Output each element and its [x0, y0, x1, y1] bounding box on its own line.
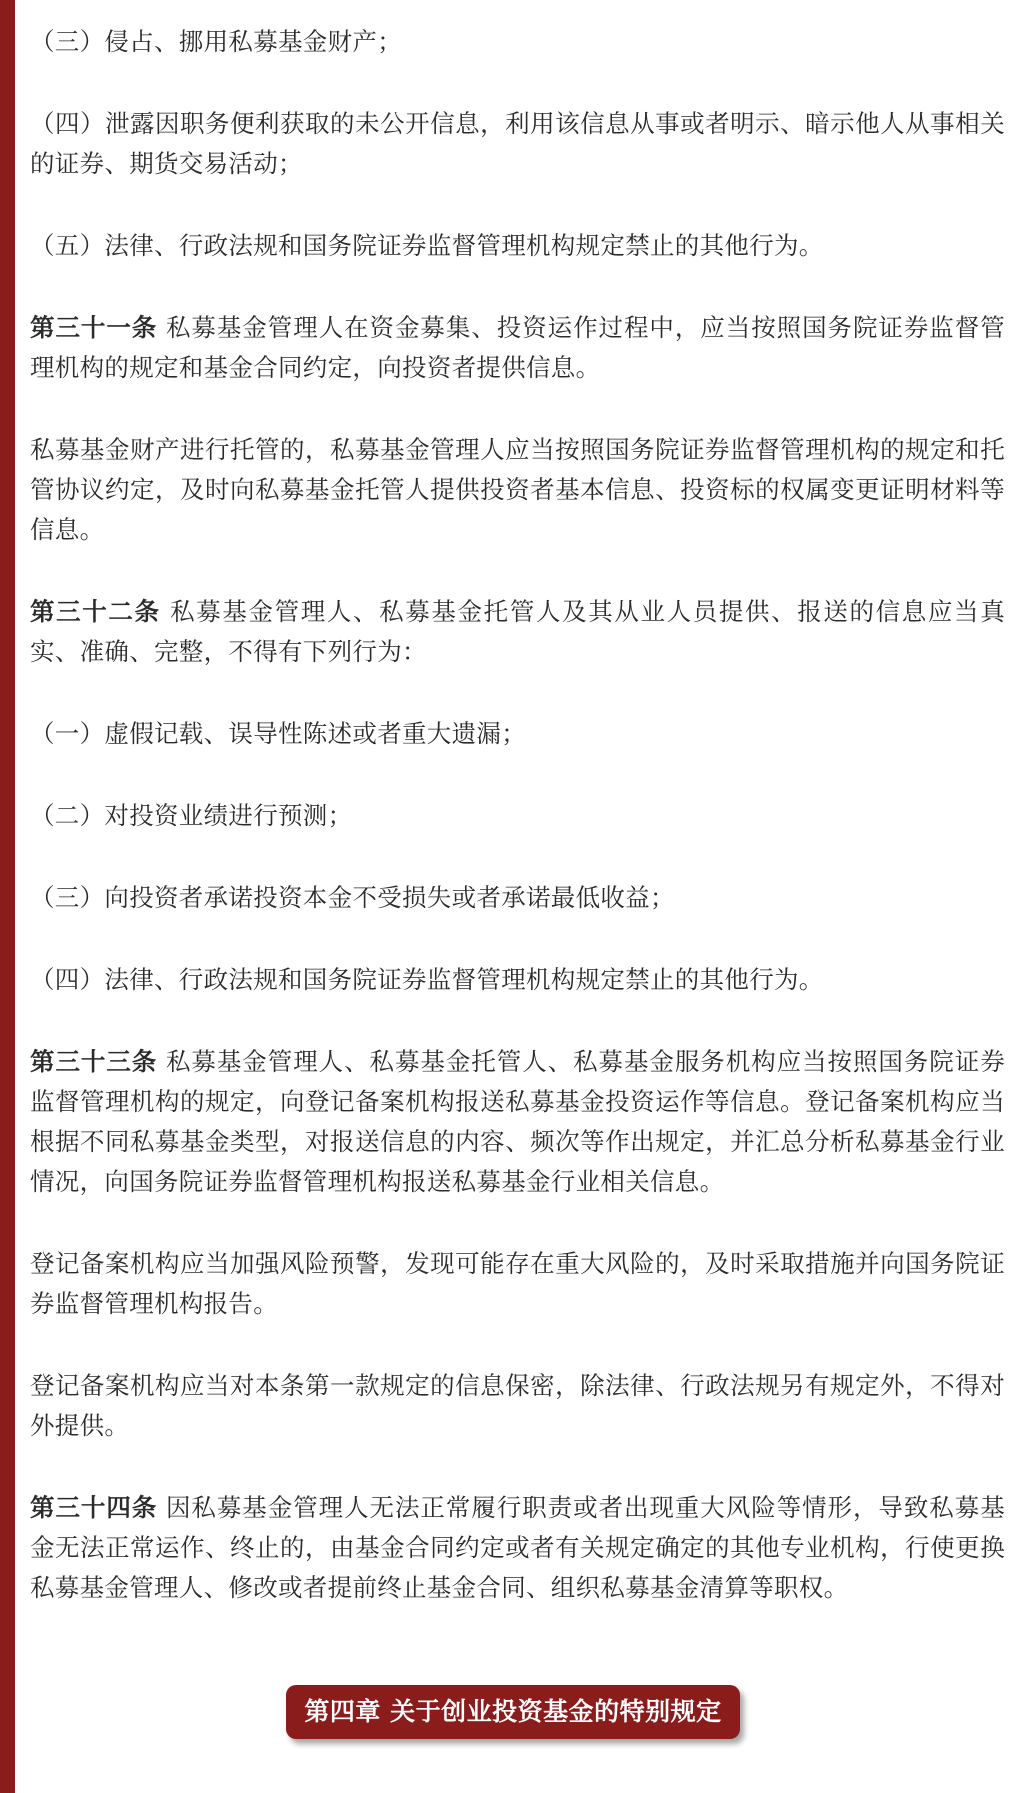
clause-paragraph [30, 796, 1005, 836]
article-paragraph [30, 1488, 1005, 1608]
article-number: 第三十二条 [30, 597, 161, 626]
clause-paragraph [30, 226, 1005, 266]
clause-paragraph [30, 960, 1005, 1000]
body-paragraph [30, 1366, 1005, 1446]
paragraph-text: （四）法律、行政法规和国务院证券监督管理机构规定禁止的其他行为。 [30, 965, 824, 994]
article-number: 第三十一条 [30, 313, 158, 342]
paragraph-text: 私募基金管理人、私募基金托管人、私募基金服务机构应当按照国务院证券监督管理机构的规定，向登记备案机构报送私募基金投资运作等信息。登记备案机构应当根据不同私募基金类型，对报送信息的内容、频次等作出规定，并汇总分析私募基金行业情况，向国务院证券监督管理机构报送私募基金行业相关信息。 [30, 1047, 1005, 1196]
clause-paragraph [30, 714, 1005, 754]
body-paragraph [30, 1244, 1005, 1324]
clause-paragraph [30, 878, 1005, 918]
paragraph-text: 登记备案机构应当加强风险预警，发现可能存在重大风险的，及时采取措施并向国务院证券监督管理机构报告。 [30, 1249, 1005, 1318]
article-number: 第三十四条 [30, 1493, 158, 1522]
paragraph-text: 登记备案机构应当对本条第一款规定的信息保密，除法律、行政法规另有规定外，不得对外提供。 [30, 1371, 1005, 1440]
paragraph-text: 私募基金财产进行托管的，私募基金管理人应当按照国务院证券监督管理机构的规定和托管协议约定，及时向私募基金托管人提供投资者基本信息、投资标的权属变更证明材料等信息。 [30, 435, 1005, 544]
article-paragraph [30, 308, 1005, 388]
body-paragraph [30, 430, 1005, 550]
paragraph-text: （一）虚假记载、误导性陈述或者重大遗漏； [30, 719, 526, 748]
paragraph-text: （三）侵占、挪用私募基金财产； [30, 27, 402, 56]
article-paragraph [30, 592, 1005, 672]
paragraph-text: 因私募基金管理人无法正常履行职责或者出现重大风险等情形，导致私募基金无法正常运作、终止的，由基金合同约定或者有关规定确定的其他专业机构，行使更换私募基金管理人、修改或者提前终止基金合同、组织私募基金清算等职权。 [30, 1493, 1005, 1602]
chapter-heading-badge: 第四章 关于创业投资基金的特别规定 [286, 1685, 739, 1739]
paragraph-text: （五）法律、行政法规和国务院证券监督管理机构规定禁止的其他行为。 [30, 231, 824, 260]
article-paragraph [30, 1042, 1005, 1202]
paragraph-text: （四）泄露因职务便利获取的未公开信息，利用该信息从事或者明示、暗示他人从事相关的证券、期货交易活动； [30, 109, 1005, 178]
paragraph-text: 私募基金管理人、私募基金托管人及其从业人员提供、报送的信息应当真实、准确、完整，不得有下列行为： [30, 597, 1005, 666]
clause-paragraph [30, 104, 1005, 184]
clause-paragraph [30, 22, 1005, 62]
paragraph-text: 私募基金管理人在资金募集、投资运作过程中，应当按照国务院证券监督管理机构的规定和基金合同约定，向投资者提供信息。 [30, 313, 1005, 382]
document-body [30, 22, 1005, 1650]
paragraph-text: （二）对投资业绩进行预测； [30, 801, 353, 830]
left-accent-border [0, 0, 15, 1793]
article-number: 第三十三条 [30, 1047, 158, 1076]
paragraph-text: （三）向投资者承诺投资本金不受损失或者承诺最低收益； [30, 883, 675, 912]
chapter-heading-container [0, 1685, 1026, 1739]
